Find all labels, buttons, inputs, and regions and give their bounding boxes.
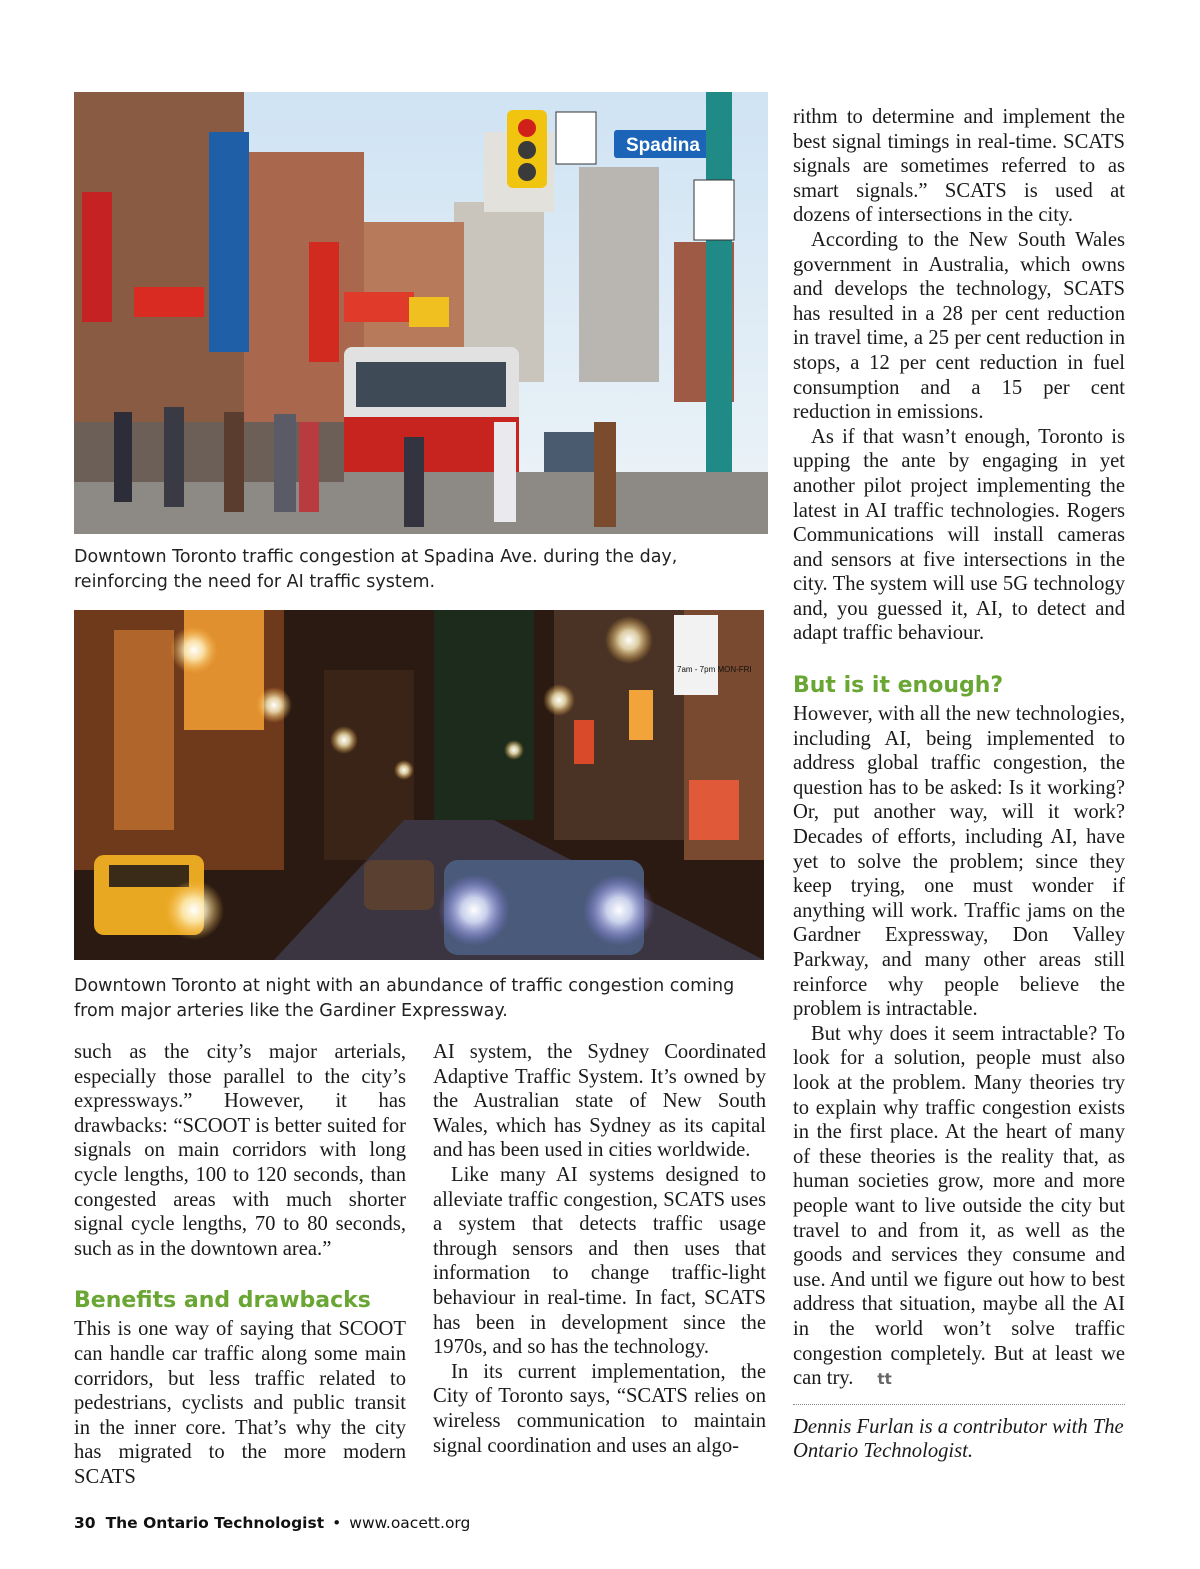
website-link[interactable]: www.oacett.org (349, 1514, 471, 1532)
author-bio: Dennis Furlan is a contributor with The Ontario Technologist. (793, 1415, 1124, 1463)
divider (793, 1404, 1125, 1405)
paragraph-text: But why does it seem intractable? To look for a solution, people must also look at the problem. Many theories try to explain why traffic congestion exists in the first place. At the heart of many of these theories is the reality that, as human societies grow, more and more people want to live outside the city but travel to and from it, as well as the goods and services they consume and use. And until we figure out how to best address that situation, maybe all the AI in the world won’t solve traffic congestion completely. But at least we can try. (793, 1022, 1125, 1390)
article-column-2 (433, 1040, 766, 1458)
photo-toronto-night (74, 610, 764, 960)
street-photo-night-icon (74, 610, 764, 960)
paragraph: As if that wasn’t enough, Toronto is upping the ante by engaging in yet another pilot project implementing the latest in AI traffic technologies. Rogers Communications will install cameras and sensors at five intersections in the city. The system will use 5G technology and, you guessed it, AI, to detect and adapt traffic behaviour. (793, 425, 1125, 645)
paragraph: According to the New South Wales government in Australia, which owns and develops the technology, SCATS has resulted in a 28 per cent reduction in travel time, a 25 per cent reduction in stops, a 12 per cent reduction in fuel consumption and a 15 per cent reduction in emissions. (793, 228, 1125, 424)
caption-day: Downtown Toronto traffic congestion at Spadina Ave. during the day, reinforcing the need for AI traffic system. (74, 547, 678, 592)
section-heading-benefits: Benefits and drawbacks (74, 1288, 371, 1314)
paragraph (793, 1022, 1125, 1392)
paragraph: In its current implementation, the City of Toronto says, “SCATS relies on wireless communication to maintain signal coordination and uses an algo- (433, 1360, 766, 1457)
article-column-3 (793, 105, 1125, 1464)
photo-spadina-day (74, 92, 768, 534)
page-number: 30 (74, 1514, 96, 1532)
paragraph: However, with all the new technologies, including AI, being implemented to address global traffic congestion, the question has to be asked: Is it working? Or, put another way, will it work? Decades of efforts, including AI, have yet to solve the problem; since they keep trying, one must wonder if anything will work. Traffic jams on the Gardner Expressway, Don Valley Parkway, and many other areas still reinforce why people believe the problem is intractable. (793, 703, 1125, 1021)
night-sign-text: 7am - 7pm MON-FRI (677, 665, 752, 674)
paragraph: rithm to determine and implement the best signal timings in real-time. SCATS signals are sometimes referred to as smart signals.” SCATS is used at dozens of intersections in the city. (793, 106, 1125, 227)
paragraph: This is one way of saying that SCOOT can handle car traffic along some main corridors, but less traffic related to pedestrians, cyclists and public transit in the inner core. That’s why the city has migrated to the more modern SCATS (74, 1318, 406, 1488)
paragraph: such as the city’s major arterials, especially those parallel to the city’s expressways.” However, it has drawbacks: “SCOOT is better suited for signals on main corridors with long cycle lengths, 100 to 120 seconds, than congested areas with much shorter signal cycle lengths, 70 to 80 seconds, such as in the downtown area.” (74, 1041, 406, 1260)
paragraph: AI system, the Sydney Coordinated Adaptive Traffic System. It’s owned by the Australian state of New South Wales, which has Sydney as its capital and has been used in cities worldwide. (433, 1041, 766, 1162)
caption-night: Downtown Toronto at night with an abundance of traffic congestion coming from major arteries like the Gardiner Expressway. (74, 976, 735, 1021)
footer-separator: • (332, 1514, 342, 1532)
end-mark-icon: tt (877, 1370, 892, 1389)
street-photo-day-icon (74, 92, 768, 534)
section-heading-enough: But is it enough? (793, 673, 1004, 699)
paragraph: Like many AI systems designed to alleviate traffic congestion, SCATS uses a system that detects traffic usage through sensors and then uses that information to change traffic-light behaviour in real-time. In fact, SCATS has been in development since the 1970s, and so has the technology. (433, 1163, 766, 1359)
article-column-1 (74, 1040, 406, 1490)
magazine-title: The Ontario Technologist (105, 1514, 325, 1532)
page-footer (74, 1514, 470, 1532)
spadina-sign-text: Spadina (626, 135, 700, 156)
